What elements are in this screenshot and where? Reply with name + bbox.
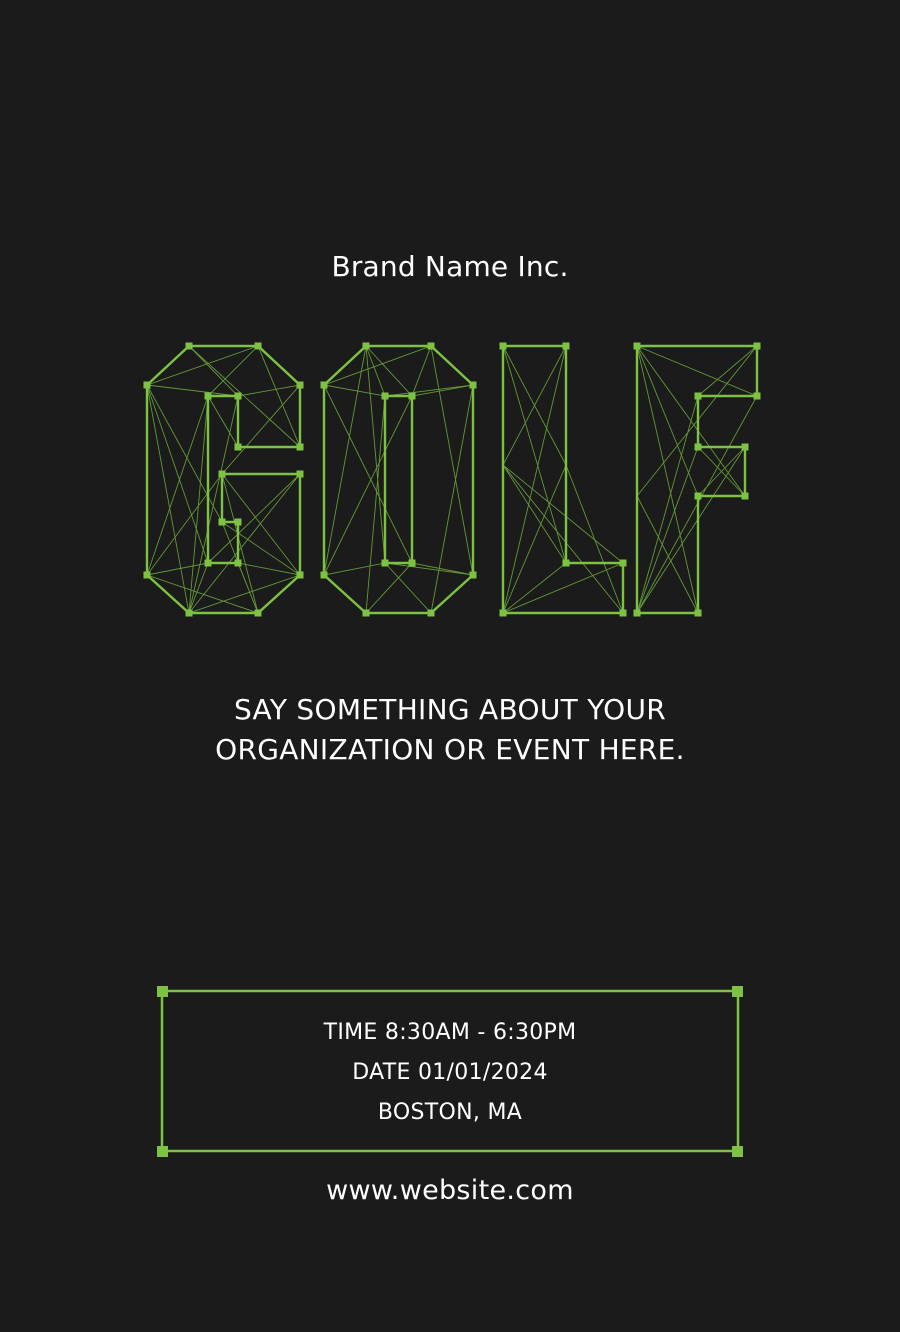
vertex-marker: [620, 560, 627, 567]
wireframe-web: [637, 346, 757, 613]
vertex-marker: [563, 560, 570, 567]
tagline-line-1: SAY SOMETHING ABOUT YOUR: [233, 693, 667, 726]
vertex-marker: [409, 393, 416, 400]
letter-outline: [637, 346, 757, 613]
vertex-marker: [695, 393, 702, 400]
vertex-marker: [634, 343, 641, 350]
vertex-marker: [742, 444, 749, 451]
vertex-marker: [219, 471, 226, 478]
vertex-marker: [500, 610, 507, 617]
letter-outline: [147, 346, 300, 613]
vertex-marker: [500, 343, 507, 350]
vertex-marker: [363, 343, 370, 350]
letter-outline: [503, 346, 623, 613]
vertex-marker: [235, 393, 242, 400]
vertex-marker: [186, 610, 193, 617]
vertex-marker: [363, 610, 370, 617]
vertex-marker: [297, 444, 304, 451]
vertex-marker: [409, 560, 416, 567]
vertex-marker: [255, 343, 262, 350]
vertex-marker: [382, 393, 389, 400]
vertex-marker: [144, 572, 151, 579]
vertex-marker: [634, 610, 641, 617]
tagline: [0, 690, 900, 770]
vertex-marker: [695, 610, 702, 617]
event-time: TIME 8:30AM - 6:30PM: [323, 1020, 577, 1045]
event-details: [162, 1013, 738, 1133]
vertex-marker: [754, 343, 761, 350]
wireframe-web: [324, 346, 473, 613]
vertex-marker: [754, 393, 761, 400]
vertex-marker: [205, 560, 212, 567]
wireframe-web: [503, 346, 623, 613]
vertex-marker: [144, 382, 151, 389]
vertex-marker: [321, 382, 328, 389]
tagline-line-2: ORGANIZATION OR EVENT HERE.: [215, 733, 685, 766]
vertex-marker: [235, 560, 242, 567]
corner-marker-bottom-right: [732, 1146, 743, 1157]
vertex-marker: [620, 610, 627, 617]
headline-letter-f: [634, 343, 761, 617]
letter-outline: [324, 346, 473, 613]
wireframe-web: [147, 346, 300, 613]
headline-letter-l: [500, 343, 627, 617]
vertex-marker: [186, 343, 193, 350]
event-date: DATE 01/01/2024: [352, 1060, 548, 1085]
vertex-marker: [297, 572, 304, 579]
vertex-marker: [205, 393, 212, 400]
vertex-marker: [695, 493, 702, 500]
vertex-marker: [219, 519, 226, 526]
vertex-marker: [235, 519, 242, 526]
vertex-marker: [470, 382, 477, 389]
vertex-marker: [255, 610, 262, 617]
vertex-marker: [428, 343, 435, 350]
corner-marker-top-right: [732, 986, 743, 997]
letter-counter-outline: [385, 396, 412, 563]
vertex-marker: [321, 572, 328, 579]
website-url: www.website.com: [326, 1175, 574, 1206]
brand-name: Brand Name Inc.: [331, 250, 569, 283]
vertex-marker: [235, 444, 242, 451]
vertex-marker: [297, 382, 304, 389]
vertex-marker: [297, 471, 304, 478]
vertex-marker: [695, 444, 702, 451]
headline-letter-o: [321, 343, 477, 617]
event-info-box: [162, 991, 738, 1151]
vertex-marker: [428, 610, 435, 617]
vertex-marker: [563, 343, 570, 350]
vertex-marker: [382, 560, 389, 567]
headline-letter-g: [144, 343, 304, 617]
corner-marker-top-left: [157, 986, 168, 997]
vertex-marker: [470, 572, 477, 579]
corner-marker-bottom-left: [157, 1146, 168, 1157]
vertex-marker: [742, 493, 749, 500]
event-location: BOSTON, MA: [377, 1100, 523, 1125]
